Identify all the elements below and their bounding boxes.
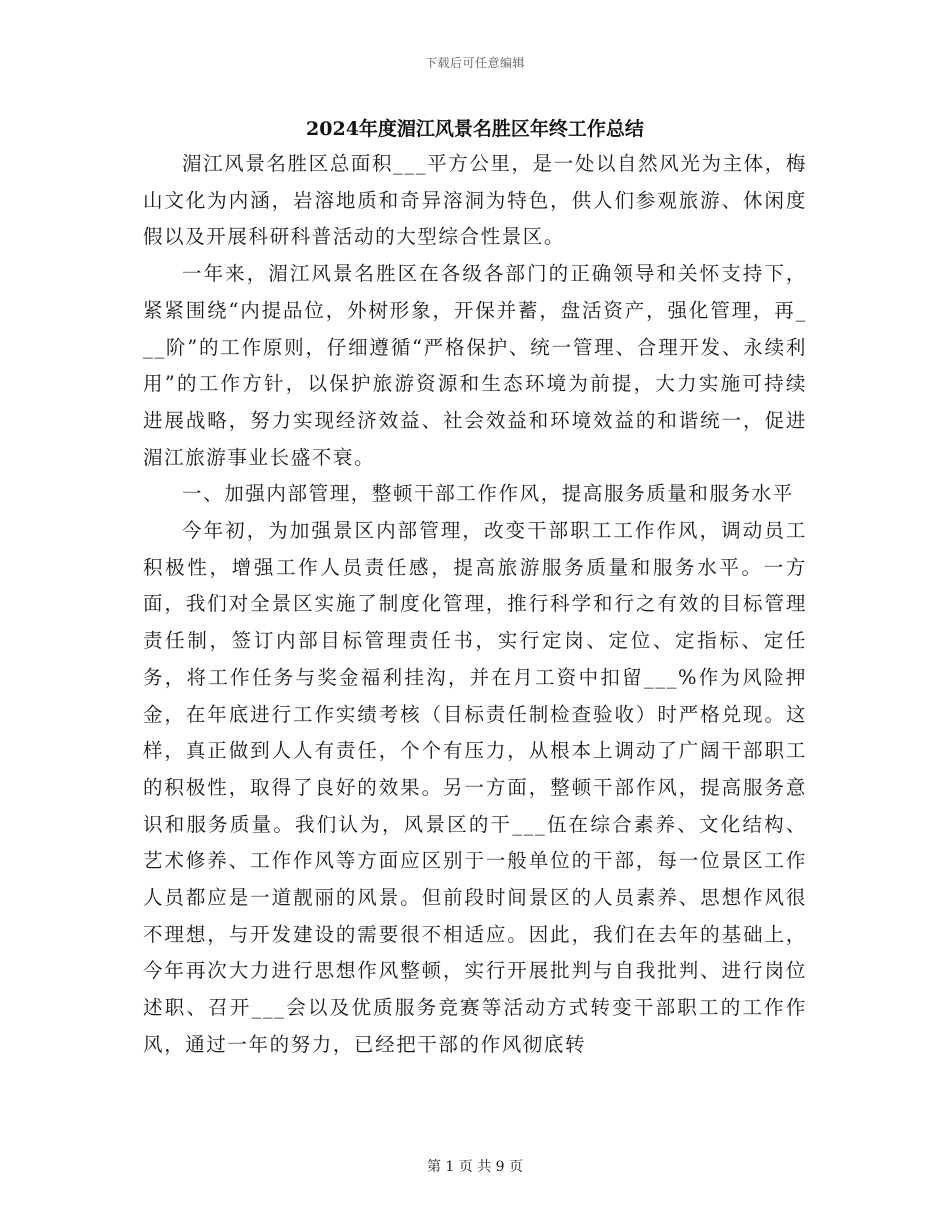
document-title: 2024年度湄江风景名胜区年终工作总结 <box>306 118 644 140</box>
paragraph-section-1: 今年初，为加强景区内部管理，改变干部职工工作作风，调动员工积极性，增强工作人员责任感，提高旅游服务质量和服务水平。一方面，我们对全景区实施了制度化管理，推行科学和行之有效的目标管理责任制，签订内部目标管理责任书，实行定岗、定位、定指标、定任务，将工作任务与奖金福利挂沟，并在月工资中扣留___%作为风险押金，在年底进行工作实绩考核（目标责任制检查验收）时严格兑现。这样，真正做到人人有责任，个个有压力，从根本上调动了广阔干部职工的积极性，取得了良好的效果。另一方面，整顿干部作风，提高服务意识和服务质量。我们认为，风景区的干___伍在综合素养、文化结构、艺术修养、工作作风等方面应区别于一般单位的干部，每一位景区工作人员都应是一道靓丽的风景。但前段时间景区的人员素养、思想作风很不理想，与开发建设的需要很不相适应。因此，我们在去年的基础上，今年再次大力进行思想作风整顿，实行开展批判与自我批判、进行岗位述职、召开___会以及优质服务竞赛等活动方式转变干部职工的工作作风，通过一年的努力，已经把干部的作风彻底转 <box>143 519 807 1056</box>
section-heading-1: 一、加强内部管理，整顿干部工作作风，提高服务质量和服务水平 <box>182 482 794 506</box>
paragraph-overview: 一年来，湄江风景名胜区在各级各部门的正确领导和关怀支持下，紧紧围绕“内提品位，外树形象，开保并蓄，盘活资产，强化管理，再___阶”的工作原则，仔细遵循“严格保护、统一管理、合理开发、永续利用”的工作方针，以保护旅游资源和生态环境为前提，大力实施可持续进展战略，努力实现经济效益、社会效益和环境效益的和谐统一，促进湄江旅游事业长盛不衰。 <box>143 262 807 469</box>
download-note: 下载后可任意编辑 <box>424 56 525 70</box>
document-body <box>143 146 807 1064</box>
paragraph-intro: 湄江风景名胜区总面积___平方公里，是一处以自然风光为主体，梅山文化为内涵，岩溶地质和奇异溶洞为特色，供人们参观旅游、休闲度假以及开展科研科普活动的大型综合性景区。 <box>143 152 807 249</box>
page-number: 第 1 页 共 9 页 <box>426 1159 524 1175</box>
